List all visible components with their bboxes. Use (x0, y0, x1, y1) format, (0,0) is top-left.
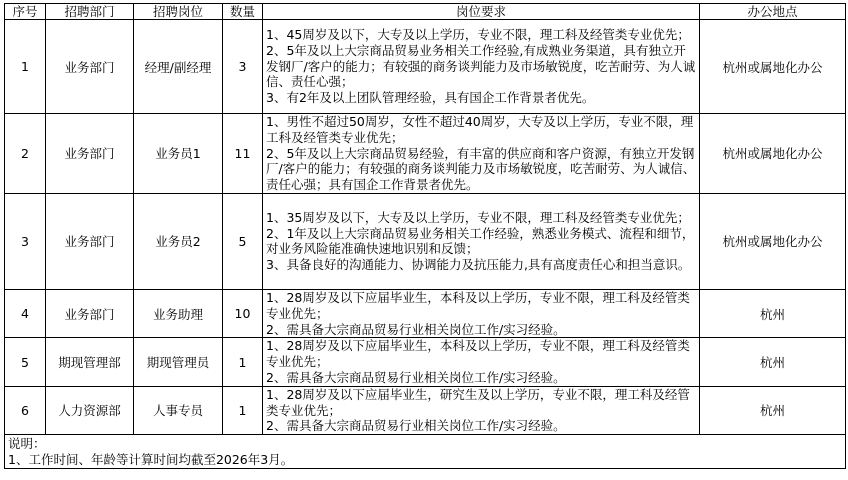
table-row (5, 289, 846, 337)
cell-location: 杭州或属地化办公 (700, 20, 846, 114)
cell-post: 业务员1 (134, 114, 223, 194)
cell-dept: 业务部门 (46, 114, 134, 194)
notes-row (5, 435, 846, 469)
header-cell-location: 办公地点 (700, 4, 846, 20)
requirement-line: 2、需具备大宗商品贸易行业相关岗位工作/实习经验。 (266, 321, 566, 337)
cell-requirements (263, 193, 700, 289)
header-cell-no: 序号 (5, 4, 46, 20)
header-cell-post: 招聘岗位 (134, 4, 223, 20)
cell-dept: 人力资源部 (46, 386, 134, 434)
requirement-line: 1、28周岁及以下应届毕业生，研究生及以上学历，专业不限，理工科及经管类专业优先； (266, 386, 690, 418)
requirement-line: 1、35周岁及以下，大专及以上学历，专业不限，理工科及经管类专业优先； (266, 209, 690, 225)
cell-location: 杭州 (700, 386, 846, 434)
requirement-line: 2、需具备大宗商品贸易行业相关岗位工作/实习经验。 (266, 418, 566, 434)
cell-location: 杭州或属地化办公 (700, 193, 846, 289)
notes-cell (5, 435, 846, 469)
header-cell-requirements: 岗位要求 (263, 4, 700, 20)
recruitment-table (4, 3, 846, 469)
cell-requirements (263, 20, 700, 114)
cell-no: 5 (5, 338, 46, 386)
cell-count: 1 (223, 386, 263, 434)
notes-line: 1、工作时间、年龄等计算时间均截至2026年3月。 (8, 451, 294, 467)
requirement-line: 2、5年及以上大宗商品贸易业务相关工作经验,有成熟业务渠道，具有独立开发钢厂/客户的能力；有较强的商务谈判能力及市场敏锐度，吃苦耐劳、为人诚信、责任心强； (266, 42, 696, 90)
cell-post: 业务员2 (134, 193, 223, 289)
cell-count: 11 (223, 114, 263, 194)
cell-requirements (263, 338, 700, 386)
requirement-line: 2、需具备大宗商品贸易行业相关岗位工作/实习经验。 (266, 369, 566, 385)
cell-location: 杭州 (700, 289, 846, 337)
table-header-row (5, 4, 846, 20)
cell-post: 人事专员 (134, 386, 223, 434)
table-row (5, 386, 846, 434)
cell-dept: 业务部门 (46, 20, 134, 114)
notes-title: 说明： (8, 435, 46, 451)
table-row (5, 114, 846, 194)
cell-location: 杭州或属地化办公 (700, 114, 846, 194)
requirement-line: 1、45周岁及以下，大专及以上学历，专业不限，理工科及经管类专业优先； (266, 27, 690, 42)
requirement-line: 1、男性不超过50周岁，女性不超过40周岁，大专及以上学历，专业不限，理工科及经管类专业优先； (266, 114, 694, 145)
cell-post: 经理/副经理 (134, 20, 223, 114)
cell-dept: 业务部门 (46, 193, 134, 289)
table-row (5, 20, 846, 114)
table-row (5, 193, 846, 289)
requirement-line: 3、具备良好的沟通能力、协调能力及抗压能力,具有高度责任心和担当意识。 (266, 257, 691, 273)
cell-requirements (263, 114, 700, 194)
header-cell-dept: 招聘部门 (46, 4, 134, 20)
cell-post: 期现管理员 (134, 338, 223, 386)
cell-no: 1 (5, 20, 46, 114)
cell-count: 5 (223, 193, 263, 289)
cell-location: 杭州 (700, 338, 846, 386)
cell-no: 3 (5, 193, 46, 289)
cell-count: 3 (223, 20, 263, 114)
cell-dept: 期现管理部 (46, 338, 134, 386)
cell-no: 4 (5, 289, 46, 337)
cell-dept: 业务部门 (46, 289, 134, 337)
requirement-line: 3、有2年及以上团队管理经验，具有国企工作背景者优先。 (266, 90, 595, 106)
header-cell-count: 数量 (223, 4, 263, 20)
cell-count: 1 (223, 338, 263, 386)
cell-count: 10 (223, 289, 263, 337)
requirement-line: 1、28周岁及以下应届毕业生，本科及以上学历，专业不限，理工科及经管类专业优先； (266, 338, 690, 370)
requirement-line: 2、1年及以上大宗商品贸易业务相关工作经验，熟悉业务模式、流程和细节，对业务风险能准确快速地识别和反馈； (266, 225, 695, 257)
cell-no: 6 (5, 386, 46, 434)
requirement-line: 2、5年及以上大宗商品贸易经验，有丰富的供应商和客户资源，有独立开发钢厂/客户的能力；有较强的商务谈判能力及市场敏锐度，吃苦耐劳、为人诚信、责任心强；具有国企工作背景者优先。 (266, 145, 696, 193)
requirement-line: 1、28周岁及以下应届毕业生，本科及以上学历，专业不限，理工科及经管类专业优先； (266, 289, 690, 321)
table-row (5, 338, 846, 386)
cell-no: 2 (5, 114, 46, 194)
cell-requirements (263, 289, 700, 337)
cell-requirements (263, 386, 700, 434)
cell-post: 业务助理 (134, 289, 223, 337)
